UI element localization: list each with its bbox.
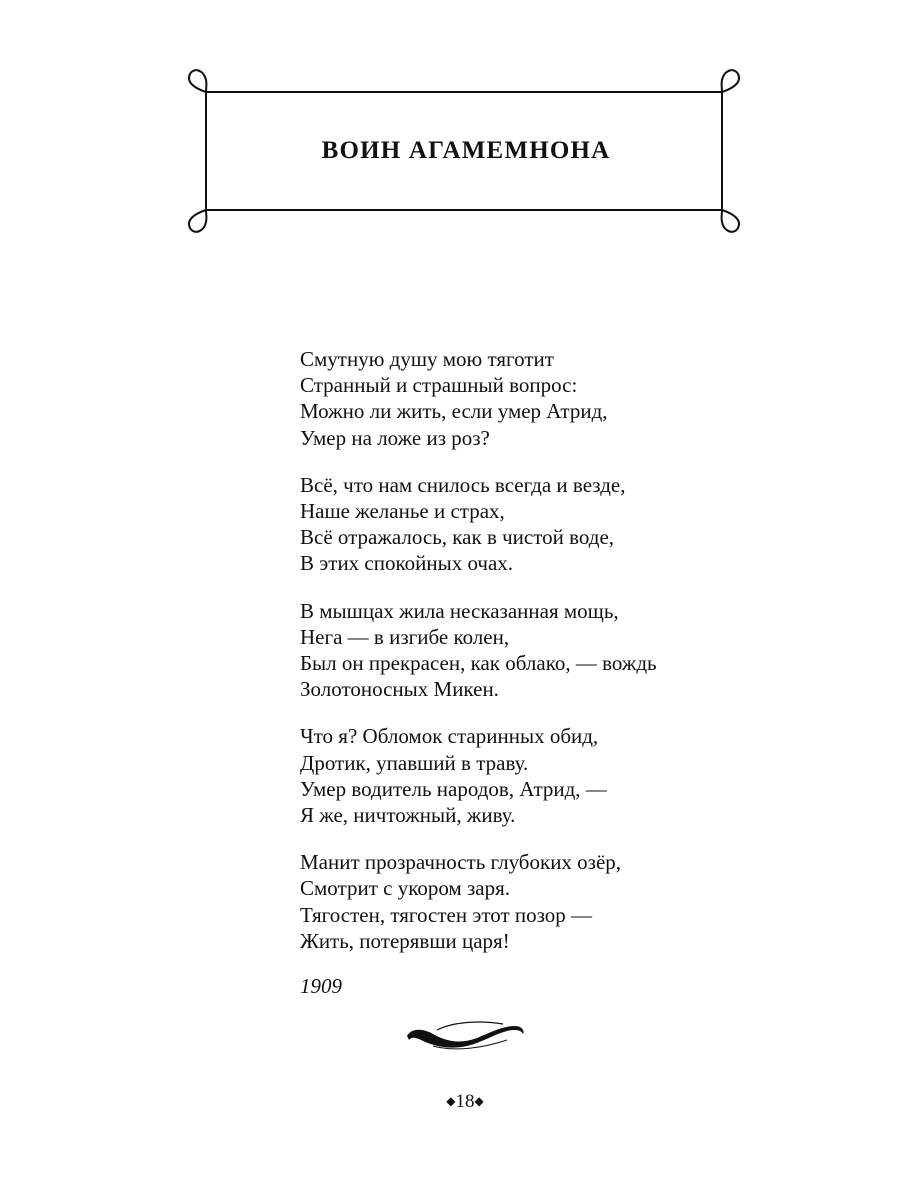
- poem-line: Можно ли жить, если умер Атрид,: [300, 399, 608, 424]
- page-footer: [0, 1090, 900, 1115]
- stanza-2: [300, 472, 820, 577]
- poem-title: ВОИН АГАМЕМНОНА: [321, 137, 611, 164]
- diamond-right-icon: ◆: [474, 1093, 484, 1108]
- poem-line: Я же, ничтожный, живу.: [300, 803, 516, 828]
- poem-line: В мышцах жила несказанная мощь,: [300, 598, 619, 623]
- poem-line: Умер на ложе из роз?: [300, 425, 490, 450]
- poem-line: Всё отражалось, как в чистой воде,: [300, 525, 615, 550]
- stanza-3: [300, 598, 820, 703]
- poem-line: Золотоносных Микен.: [300, 677, 499, 702]
- poem-line: Нега — в изгибе колен,: [300, 624, 510, 649]
- poem-line: В этих спокойных очах.: [300, 551, 514, 576]
- stanza-4: [300, 723, 820, 828]
- poem-line: Смутную душу мою тяготит: [300, 347, 554, 371]
- poem-line: Жить, потерявши царя!: [300, 928, 510, 953]
- stanza-5: [300, 849, 820, 954]
- poem-line: Наше желанье и страх,: [300, 499, 505, 524]
- poem-line: Что я? Обломок старинных обид,: [300, 724, 599, 749]
- poem-body: [300, 346, 820, 999]
- poem-line: Смотрит с укором заря.: [300, 876, 510, 901]
- poem-line: Всё, что нам снилось всегда и везде,: [300, 472, 626, 497]
- swash-ornament: [403, 1018, 527, 1052]
- stanza-1: [300, 346, 820, 451]
- poem-line: Был он прекрасен, как облако, — вождь: [300, 651, 657, 676]
- diamond-left-icon: ◆: [446, 1093, 456, 1108]
- poem-line: Странный и страшный вопрос:: [300, 373, 578, 398]
- poem-line: Умер водитель народов, Атрид, —: [300, 776, 607, 801]
- poem-line: Дротик, упавший в траву.: [300, 750, 529, 775]
- poem-line: Манит прозрачность глубоких озёр,: [300, 850, 622, 875]
- poem-year: 1909: [300, 974, 342, 999]
- page-number: 18: [455, 1091, 475, 1112]
- poem-line: Тягостен, тягостен этот позор —: [300, 902, 593, 927]
